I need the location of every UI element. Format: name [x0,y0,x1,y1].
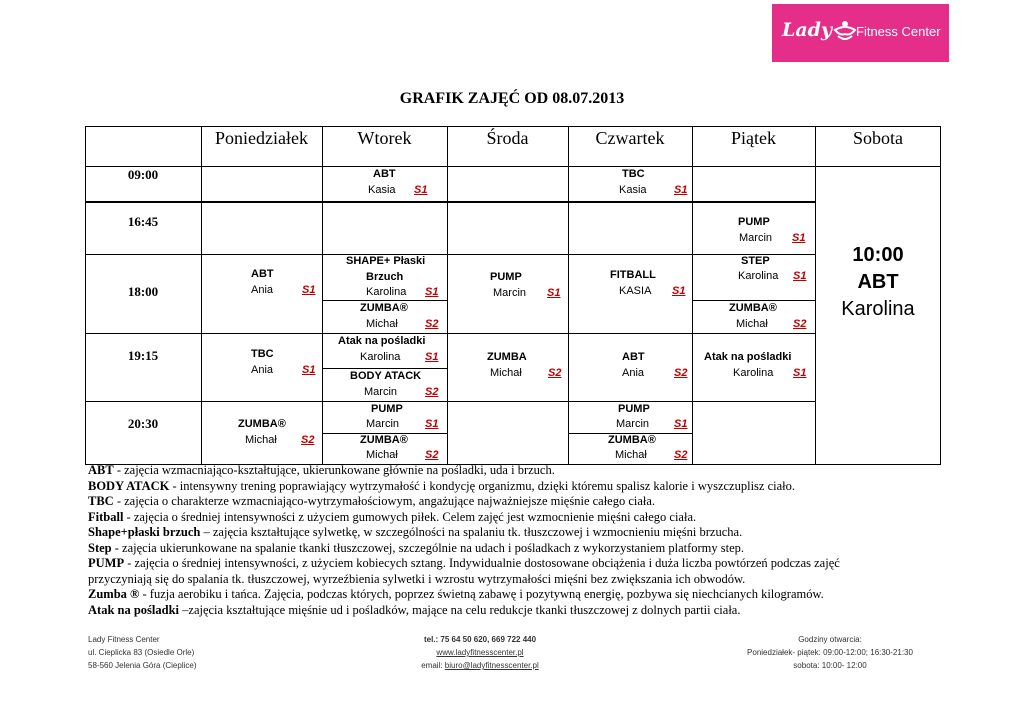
class-name: PUMP [371,403,403,415]
day-header-friday: Piątek [731,128,776,148]
class-instructor: Marcin [366,418,400,430]
class-instructor: Marcin [493,287,527,299]
logo-fitness-center-text: Fitness Center [856,24,941,39]
class-name: ZUMBA® [360,302,408,314]
class-entry [447,270,568,304]
legend-desc: - zajęcia o średniej intensywności z użyciem gumowych piłek. Celem zajęć jest wzmocnienie mięśni całego ciała. [123,509,697,524]
day-header-thursday: Czwartek [595,128,665,148]
saturday-class [815,242,941,323]
legend-desc: - fuzja aerobiku i tańca. Zajęcia, podczas których, poprzez świetną zabawę i pozytywną energię, pozbywa się niechcianych kilogramów. [139,587,824,601]
class-room: S1 [674,184,688,196]
class-room: S1 [425,286,439,298]
class-instructor: Michał [615,449,647,461]
footer-email-line [380,659,580,672]
class-room: S1 [674,418,688,430]
footer-hours [730,633,930,672]
legend-item [88,479,988,495]
class-room: S1 [547,287,561,299]
saturday-instructor: Karolina [841,298,915,320]
class-room: S1 [425,418,439,430]
class-entry [322,254,447,300]
legend-desc: - zajęcia o średniej intensywności, z użyciem kobiecych sztang. Indywidualnie dostosowane obciążenia i duża liczba powtórzeń podczas zajęć przyczyniają się do spalania tk. tłuszczowej, wyrzeźbienia sylwetki i wzrostu wytrzymałości mięśni bez zwiększania ich obwodów. [88,556,840,586]
footer-address [88,633,197,672]
footer-company-name: Lady Fitness Center [88,635,160,644]
class-entry [201,417,322,451]
legend-item [88,510,988,526]
class-room: S2 [425,449,439,461]
class-instructor: Marcin [364,386,398,398]
brand-logo [772,4,949,62]
class-room: S1 [793,367,807,379]
class-name: ABT [251,268,274,280]
legend-desc: –zajęcia kształtujące mięśnie ud i pośladków, mające na celu redukcje tkanki tłuszczowej z dolnych partii ciała. [179,602,741,617]
class-name: PUMP [490,271,522,283]
legend-desc: - zajęcia wzmacniająco-kształtujące, ukierunkowane głównie na pośladki, uda i brzuch. [113,463,555,477]
footer-hours-title: Godziny otwarcia: [798,635,862,644]
class-name: PUMP [618,403,650,415]
class-name: ZUMBA® [238,418,286,430]
class-instructor: Michał [490,367,522,379]
footer-email-label: email: [421,661,445,670]
legend-term: Step [88,540,112,555]
footer-address-line1: ul. Cieplicka 83 (Osiedle Orle) [88,648,195,657]
class-entry [568,167,692,201]
legend-term: TBC [88,494,114,508]
class-instructor: Michał [245,434,277,446]
legend-term: BODY ATACK [88,478,170,493]
day-header-tuesday: Wtorek [357,128,412,148]
day-header-monday: Poniedziałek [215,128,308,148]
class-instructor: Michał [366,318,398,330]
class-instructor: Ania [251,284,274,296]
legend-desc: - zajęcia ukierunkowane na spalanie tkanki tłuszczowej, szczególnie na udach i pośladkach z wykorzystaniem platformy step. [111,540,745,555]
class-entry [447,350,568,384]
class-room: S1 [672,285,686,297]
legend-desc: – zajęcia kształtujące sylwetkę, w szczególności na spalaniu tk. tłuszczowej i wzmocnieniu mięśni brzucha. [200,525,743,539]
class-descriptions [88,463,988,618]
class-instructor: Michał [736,318,768,330]
class-name: TBC [622,168,645,180]
legend-term: Zumba ® [88,587,140,601]
class-room: S2 [301,434,315,446]
class-entry [568,433,692,465]
class-name: ZUMBA® [729,302,777,314]
legend-term: Fitball [88,509,124,524]
class-instructor: Ania [251,364,274,376]
legend-item [88,556,900,587]
time-0900: 09:00 [127,167,159,182]
class-entry [322,301,447,333]
class-entry [322,369,447,401]
class-instructor: Karolina [733,367,774,379]
class-room: S1 [425,351,439,363]
legend-item [88,463,988,479]
class-room: S1 [302,364,316,376]
class-name: ZUMBA [487,351,527,363]
class-entry [692,350,815,384]
class-room: S2 [425,386,439,398]
class-name: ABT [622,351,645,363]
class-name: ABT [373,168,396,180]
class-entry [201,267,322,301]
class-entry [568,350,692,384]
legend-term: Shape+płaski brzuch [88,525,201,539]
day-header-saturday: Sobota [852,128,903,148]
class-instructor: Marcin [616,418,650,430]
legend-desc: - intensywny trening poprawiający wytrzymałość i kondycję organizmu, dzięki któremu spalisz kalorie i wyszczuplisz ciało. [169,478,796,493]
class-entry [322,167,447,201]
class-room: S1 [414,184,428,196]
page-title: GRAFIK ZAJĘĆ OD 08.07.2013 [399,90,625,107]
class-instructor: Marcin [739,232,773,244]
footer-contact [380,633,580,672]
saturday-class-name: ABT [857,271,899,293]
class-entry [322,402,447,433]
flower-icon [832,18,858,44]
time-2030: 20:30 [127,416,159,431]
class-name: Atak na pośladki [338,335,426,347]
saturday-time: 10:00 [852,244,904,266]
class-name: BODY ATACK [350,370,422,382]
footer-phone: tel.: 75 64 50 620, 669 722 440 [423,635,537,644]
footer-hours-saturday: sobota: 10:00- 12:00 [793,661,867,670]
footer-email-link[interactable]: biuro@ladyfitnesscenter.pl [444,661,539,670]
legend-item [88,587,988,603]
class-instructor: Michał [366,449,398,461]
class-instructor: Kasia [619,184,647,196]
class-entry [568,268,692,302]
class-entry [322,334,447,368]
class-name: ZUMBA® [360,434,408,446]
class-entry [692,301,815,333]
legend-item [88,525,988,541]
class-instructor: Karolina [366,286,407,298]
class-entry [568,402,692,433]
schedule-table [85,126,941,465]
class-name: FITBALL [610,269,656,281]
class-room: S1 [302,284,316,296]
footer-hours-week: Poniedziałek- piątek: 09:00-12:00; 16:30-21:30 [747,648,913,657]
legend-item [88,541,988,557]
class-name: SHAPE+ Płaski [346,255,426,267]
class-name: ZUMBA® [608,434,656,446]
class-instructor: Karolina [738,270,779,282]
legend-term: PUMP [88,556,125,570]
footer-website-link[interactable]: www.ladyfitnesscenter.pl [436,648,524,657]
class-room: S2 [674,367,688,379]
class-instructor: Ania [622,367,645,379]
class-name: Atak na pośladki [704,351,792,363]
class-name: TBC [251,348,274,360]
class-room: S2 [674,449,688,461]
class-name: STEP [741,255,770,267]
class-instructor: KASIA [619,285,652,297]
class-name-line2: Brzuch [366,271,404,283]
class-room: S2 [548,367,562,379]
footer-address-line2: 58-560 Jelenia Góra (Cieplice) [88,661,197,670]
class-instructor: Karolina [360,351,401,363]
time-1800: 18:00 [127,284,159,299]
time-1645: 16:45 [127,214,159,229]
class-room: S1 [793,270,807,282]
legend-item [88,494,988,510]
class-entry [692,254,815,288]
legend-item [88,603,988,619]
class-room: S1 [792,232,806,244]
time-1915: 19:15 [127,348,159,363]
class-entry [322,433,447,465]
class-instructor: Kasia [368,184,396,196]
logo-lady-text: Lady [782,19,832,41]
legend-term: ABT [88,463,114,477]
day-header-wednesday: Środa [486,128,529,148]
legend-desc: - zajęcia o charakterze wzmacniająco-wytrzymałościowym, angażujące najważniejsze mięśnie całego ciała. [113,494,656,508]
class-entry [201,347,322,381]
class-room: S2 [425,318,439,330]
class-name: PUMP [738,216,770,228]
class-room: S2 [793,318,807,330]
legend-term: Atak na pośladki [88,602,180,617]
class-entry [692,215,815,249]
